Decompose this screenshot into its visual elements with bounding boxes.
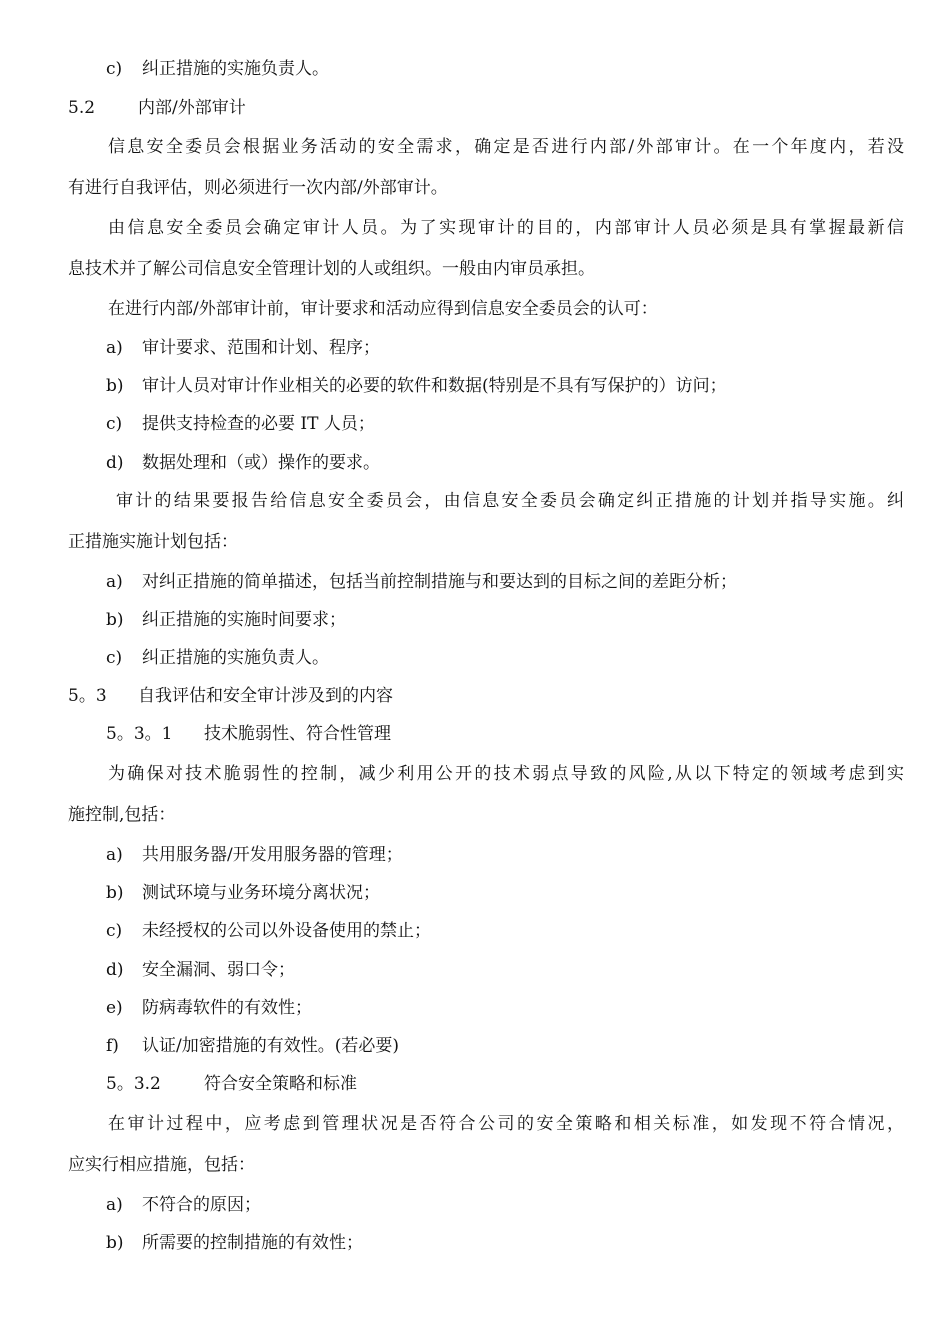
list-item-text: 纠正措施的实施负责人。 xyxy=(142,59,329,79)
list-marker: b) xyxy=(106,883,124,903)
subsection-title: 符合安全策略和标准 xyxy=(204,1074,357,1094)
section-title: 内部/外部审计 xyxy=(138,98,246,118)
list-marker: b) xyxy=(106,1233,124,1253)
section-heading xyxy=(68,685,393,707)
list-item xyxy=(106,1232,363,1254)
list-item-text: 对纠正措施的简单描述，包括当前控制措施与和要达到的目标之间的差距分析； xyxy=(142,572,737,592)
list-marker: a) xyxy=(106,845,123,865)
list-item xyxy=(106,882,380,904)
list-item xyxy=(106,58,329,80)
list-marker: c) xyxy=(106,648,123,668)
list-item-text: 认证/加密措施的有效性。(若必要) xyxy=(142,1036,399,1056)
subsection-number: 5。3.2 xyxy=(106,1074,161,1094)
list-item xyxy=(106,920,431,942)
list-item-text: 防病毒软件的有效性； xyxy=(142,998,312,1018)
list-item-text: 审计人员对审计作业相关的必要的软件和数据(特别是不具有写保护的）访问； xyxy=(142,376,727,396)
list-item xyxy=(106,609,346,631)
paragraph-line: 审计的结果要报告给信息安全委员会，由信息安全委员会确定纠正措施的计划并指导实施。纠 xyxy=(116,491,904,511)
list-item-text: 提供支持检查的必要 IT 人员； xyxy=(142,414,375,434)
subsection-number: 5。3。1 xyxy=(106,724,173,744)
paragraph-line: 为确保对技术脆弱性的控制，减少利用公开的技术弱点导致的风险,从以下特定的领域考虑到实 xyxy=(108,764,904,784)
subsection-title: 技术脆弱性、符合性管理 xyxy=(204,724,391,744)
paragraph-line: 有进行自我评估，则必须进行一次内部/外部审计。 xyxy=(68,178,448,198)
list-marker: a) xyxy=(106,572,123,592)
list-item xyxy=(106,997,312,1019)
section-title: 自我评估和安全审计涉及到的内容 xyxy=(138,686,393,706)
list-item xyxy=(106,1194,261,1216)
paragraph-line: 施控制,包括： xyxy=(68,805,176,825)
list-marker: d) xyxy=(106,453,124,473)
list-marker: c) xyxy=(106,414,123,434)
list-item-text: 未经授权的公司以外设备使用的禁止； xyxy=(142,921,431,941)
list-marker: a) xyxy=(106,338,123,358)
list-marker: f) xyxy=(106,1036,119,1056)
list-item-text: 所需要的控制措施的有效性； xyxy=(142,1233,363,1253)
list-marker: c) xyxy=(106,59,123,79)
list-item xyxy=(106,844,403,866)
paragraph-line: 在进行内部/外部审计前，审计要求和活动应得到信息安全委员会的认可： xyxy=(108,299,658,319)
list-marker: b) xyxy=(106,376,124,396)
list-item-text: 审计要求、范围和计划、程序； xyxy=(142,338,380,358)
list-item-text: 纠正措施的实施时间要求； xyxy=(142,610,346,630)
section-heading xyxy=(68,97,246,119)
list-item-text: 测试环境与业务环境分离状况； xyxy=(142,883,380,903)
section-number: 5。3 xyxy=(68,686,107,706)
list-item xyxy=(106,375,727,397)
list-item-text: 纠正措施的实施负责人。 xyxy=(142,648,329,668)
list-item xyxy=(106,959,295,981)
paragraph-line: 在审计过程中，应考虑到管理状况是否符合公司的安全策略和相关标准，如发现不符合情况， xyxy=(108,1114,904,1134)
list-item xyxy=(106,413,375,435)
list-marker: a) xyxy=(106,1195,123,1215)
subsection-heading xyxy=(106,723,391,745)
paragraph-line: 信息安全委员会根据业务活动的安全需求，确定是否进行内部/外部审计。在一个年度内，若没 xyxy=(108,137,904,157)
list-marker: d) xyxy=(106,960,124,980)
list-marker: c) xyxy=(106,921,123,941)
section-number: 5.2 xyxy=(68,98,96,118)
list-item xyxy=(106,337,380,359)
list-marker: b) xyxy=(106,610,124,630)
list-item-text: 安全漏洞、弱口令； xyxy=(142,960,295,980)
list-marker: e) xyxy=(106,998,123,1018)
paragraph-line: 正措施实施计划包括： xyxy=(68,532,238,552)
list-item-text: 数据处理和（或）操作的要求。 xyxy=(142,453,380,473)
list-item xyxy=(106,647,329,669)
list-item xyxy=(106,1035,399,1057)
list-item-text: 不符合的原因； xyxy=(142,1195,261,1215)
list-item-text: 共用服务器/开发用服务器的管理； xyxy=(142,845,403,865)
paragraph-line: 息技术并了解公司信息安全管理计划的人或组织。一般由内审员承担。 xyxy=(68,259,595,279)
paragraph-line: 由信息安全委员会确定审计人员。为了实现审计的目的，内部审计人员必须是具有掌握最新信 xyxy=(108,218,904,238)
paragraph-line: 应实行相应措施，包括： xyxy=(68,1155,255,1175)
subsection-heading xyxy=(106,1073,357,1095)
list-item xyxy=(106,571,737,593)
list-item xyxy=(106,452,380,474)
